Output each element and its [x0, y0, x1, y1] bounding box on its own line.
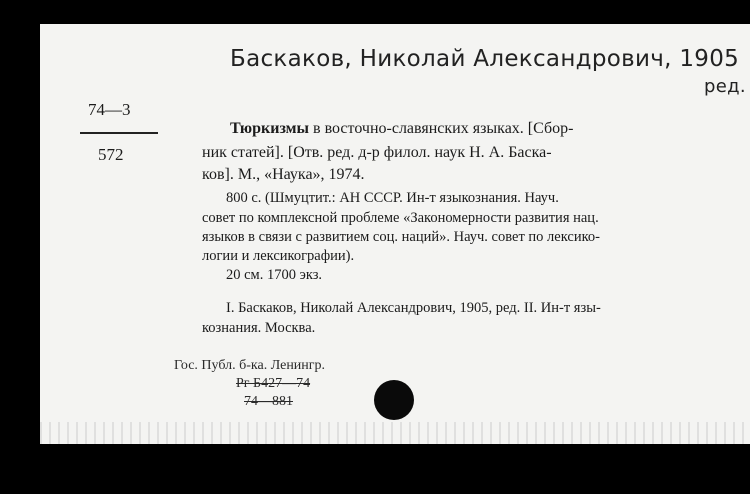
card-bottom-edge — [40, 422, 750, 444]
stamp-line-2: Рг Б427—74 — [236, 376, 311, 391]
call-number-top: 74—3 — [88, 100, 131, 119]
entry-line-1-rest: в восточно-славянских языках. [Сбор- — [309, 120, 574, 137]
entry-line-6: языков в связи с развитием соц. наций». Науч. совет по лексико- — [202, 229, 600, 245]
entry-title: Тюркизмы — [230, 120, 310, 137]
stamp-line-1: Гос. Публ. б-ка. Ленингр. — [174, 358, 326, 373]
entry-line-3: ков]. М., «Наука», 1974. — [202, 166, 365, 183]
stamp-line-3: 74—881 — [244, 394, 293, 409]
entry-line-7: логии и лексикографии). — [202, 248, 355, 264]
tracing-line-1: I. Баскаков, Николай Александрович, 1905, ред. II. Ин-т язы- — [226, 300, 601, 316]
tracing-line-2: кознания. Москва. — [202, 320, 316, 336]
entry-line-8: 20 см. 1700 экз. — [226, 267, 323, 283]
call-number-divider — [80, 132, 158, 134]
entry-line-2: ник статей]. [Отв. ред. д-р филол. наук Н. А. Баска- — [202, 144, 552, 161]
ink-blot — [374, 380, 414, 420]
catalog-card — [40, 24, 750, 444]
entry-line-5: совет по комплексной проблеме «Закономерности развития нац. — [202, 210, 599, 226]
handwritten-role: ред. — [704, 76, 746, 97]
call-number-bottom: 572 — [98, 145, 124, 164]
handwritten-author-name: Баскаков, Николай Александрович, 1905 — [230, 46, 740, 72]
entry-line-4: 800 с. (Шмуцтит.: АН СССР. Ин-т языкознания. Науч. — [226, 190, 559, 206]
entry-line-1 — [230, 120, 573, 138]
